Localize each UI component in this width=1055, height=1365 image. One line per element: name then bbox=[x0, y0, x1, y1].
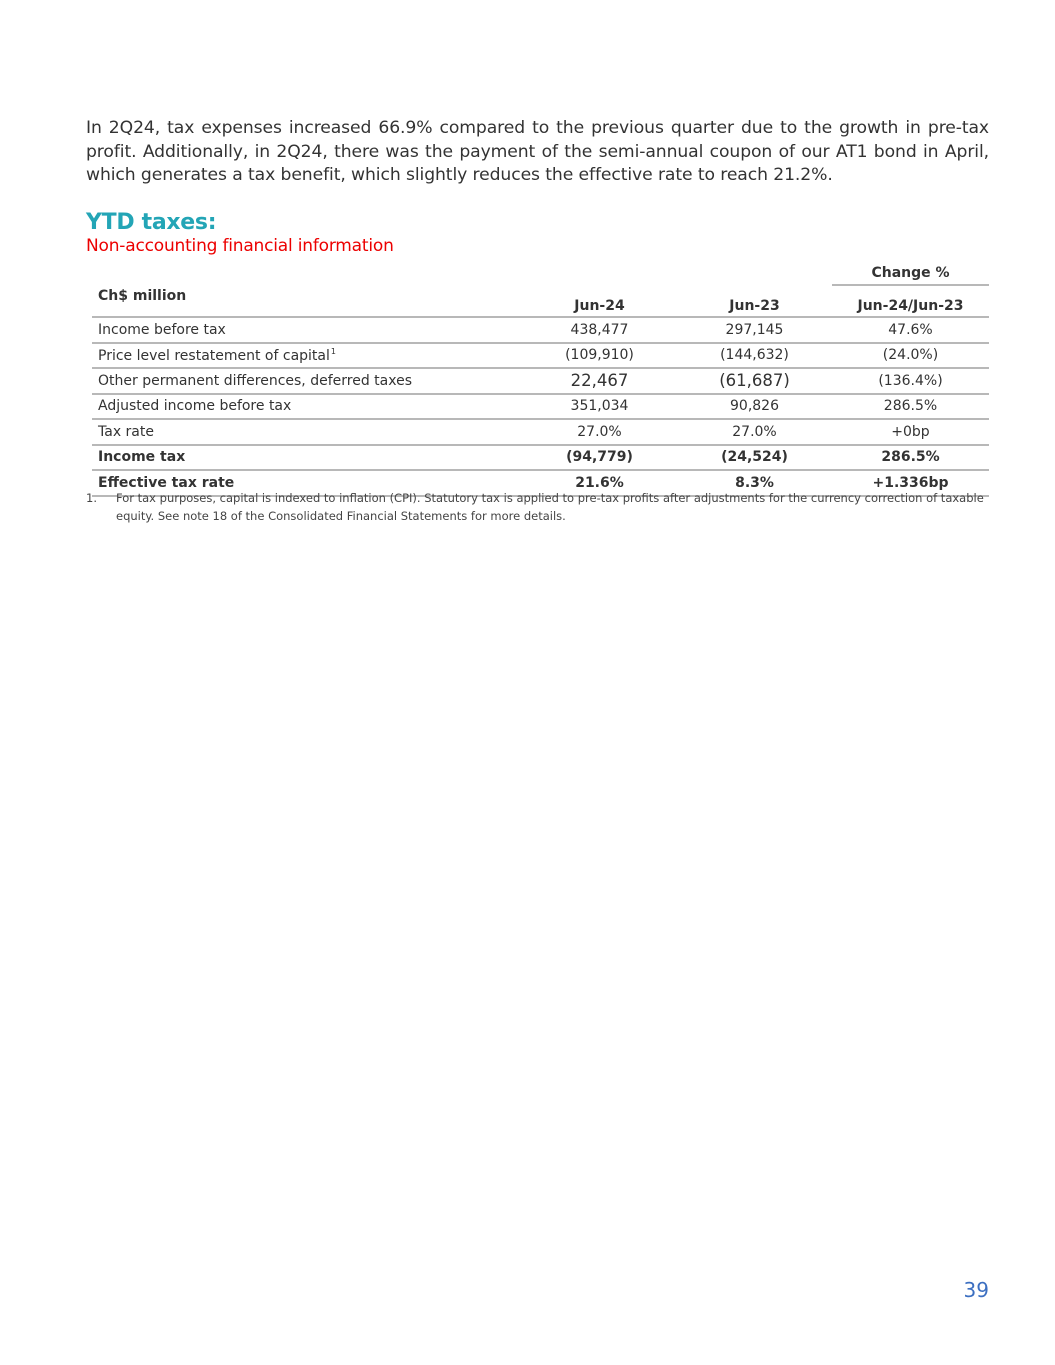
row-label: Income tax bbox=[92, 445, 522, 471]
table-row bbox=[92, 368, 989, 394]
row-label bbox=[92, 343, 522, 369]
table-cell: 90,826 bbox=[677, 394, 832, 420]
table-cell: 351,034 bbox=[522, 394, 677, 420]
row-label-text: Price level restatement of capital bbox=[98, 347, 330, 364]
table-cell: (24.0%) bbox=[832, 343, 989, 369]
table-row bbox=[92, 343, 989, 369]
table-cell: +0bp bbox=[832, 419, 989, 445]
table-row bbox=[92, 419, 989, 445]
table-cell: (24,524) bbox=[677, 445, 832, 471]
table-row bbox=[92, 317, 989, 343]
unit-label: Ch$ million bbox=[92, 285, 522, 317]
row-label: Income before tax bbox=[92, 317, 522, 343]
table-cell: 27.0% bbox=[522, 419, 677, 445]
column-header: Jun-24 bbox=[522, 285, 677, 317]
intro-paragraph: In 2Q24, tax expenses increased 66.9% compared to the previous quarter due to the growth in pre-tax profit. Additionally, in 2Q24, there was the payment of the semi-annual coupon of our AT1 bond in April, which generates a tax benefit, which slightly reduces the effective rate to reach 21.2%. bbox=[86, 118, 989, 185]
table-cell: 286.5% bbox=[832, 445, 989, 471]
row-label: Other permanent differences, deferred taxes bbox=[92, 368, 522, 394]
section-subtitle: Non-accounting financial information bbox=[86, 236, 394, 256]
table-cell: +1.336bp bbox=[832, 470, 989, 496]
table-header-row bbox=[92, 285, 989, 317]
table-cell: 47.6% bbox=[832, 317, 989, 343]
footnote-ref: 1 bbox=[330, 346, 336, 356]
table-cell: (109,910) bbox=[522, 343, 677, 369]
change-header: Change % bbox=[832, 261, 989, 285]
row-label: Adjusted income before tax bbox=[92, 394, 522, 420]
table-cell: 8.3% bbox=[677, 470, 832, 496]
row-label: Tax rate bbox=[92, 419, 522, 445]
table-super-header-row bbox=[92, 261, 989, 285]
table-cell: 438,477 bbox=[522, 317, 677, 343]
table-cell: 27.0% bbox=[677, 419, 832, 445]
table-cell: 22,467 bbox=[522, 368, 677, 394]
table-cell: (94,779) bbox=[522, 445, 677, 471]
column-header: Jun-24/Jun-23 bbox=[832, 285, 989, 317]
table-cell: 286.5% bbox=[832, 394, 989, 420]
section-title: YTD taxes: bbox=[86, 210, 217, 235]
table-cell: (144,632) bbox=[677, 343, 832, 369]
table-cell: 297,145 bbox=[677, 317, 832, 343]
footnote bbox=[86, 490, 991, 525]
footnote-text: For tax purposes, capital is indexed to inflation (CPI). Statutory tax is applied to pre-tax profits after adjustments for the currency correction of taxable equity. See note 18 of the Consolidated Financial Statements for more details. bbox=[116, 491, 984, 523]
table-row bbox=[92, 394, 989, 420]
page-number: 39 bbox=[963, 1278, 989, 1302]
table-cell: (136.4%) bbox=[832, 368, 989, 394]
table-row-total bbox=[92, 445, 989, 471]
table-cell: 21.6% bbox=[522, 470, 677, 496]
table-cell: (61,687) bbox=[677, 368, 832, 394]
column-header: Jun-23 bbox=[677, 285, 832, 317]
footnote-number: 1. bbox=[86, 491, 97, 505]
ytd-taxes-table bbox=[92, 261, 989, 497]
row-label: Effective tax rate bbox=[92, 470, 522, 496]
